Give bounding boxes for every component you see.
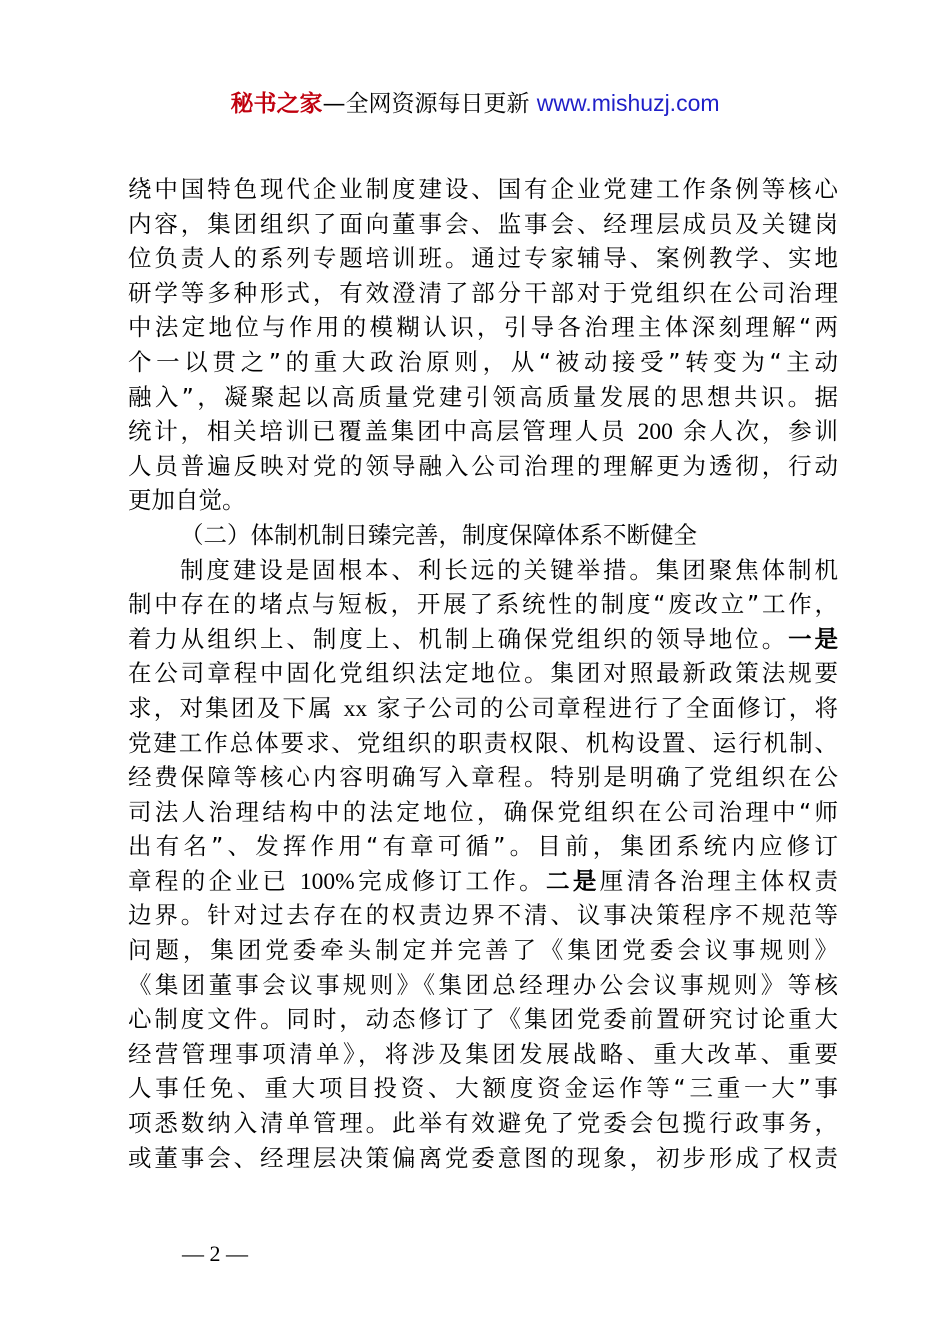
text-line-19: 司法人治理结构中的法定地位，确保党组织在公司治理中“师 <box>128 797 838 826</box>
text-line-17: 党建工作总体要求、党组织的职责权限、机构设置、运行机制、 <box>128 728 838 757</box>
document-body <box>128 172 838 1175</box>
text-line-16 <box>128 691 838 726</box>
text-line-18: 经费保障等核心内容明确写入章程。特别是明确了党组织在公 <box>128 763 838 792</box>
text-line-13: 制中存在的堵点与短板，开展了系统性的制度“废改立”工作， <box>128 590 838 619</box>
text-line-1: 绕中国特色现代企业制度建设、国有企业党建工作条例等核心 <box>128 175 838 203</box>
text-line-7: 融入”，凝聚起以高质量党建引领高质量发展的思想共识。据 <box>128 382 838 411</box>
completion-rate: 100% <box>299 868 355 895</box>
text-line-28: 项悉数纳入清单管理。此举有效避免了党委会包揽行政事务， <box>128 1109 838 1138</box>
text-line-10: 更加自觉。 <box>128 486 246 515</box>
text-line-8-part-b: 余人次，参训 <box>672 417 838 446</box>
section-heading: （二）体制机制日臻完善，制度保障体系不断健全 <box>180 520 697 549</box>
text-line-29: 或董事会、经理层决策偏离党委意图的现象，初步形成了权责 <box>128 1143 838 1172</box>
text-line-25: 心制度文件。同时，动态修订了《集团党委前置研究讨论重大 <box>128 1005 838 1034</box>
text-line-3: 位负责人的系列专题培训班。通过专家辅导、案例教学、实地 <box>128 244 838 273</box>
header-tagline: —全网资源每日更新 <box>322 91 537 117</box>
text-line-21-part-a: 章程的企业已 <box>128 866 300 895</box>
text-line-21 <box>128 864 838 899</box>
subsidiary-count: xx <box>343 695 368 722</box>
text-line-2: 内容，集团组织了面向董事会、监事会、经理层成员及关键岗 <box>128 209 838 238</box>
text-line-9: 人员普遍反映对党的领导融入公司治理的理解更为透彻，行动 <box>128 451 838 480</box>
page-number: — 2 — <box>182 1241 248 1266</box>
point-one-marker: 一是 <box>788 624 839 653</box>
point-two-marker: 二是 <box>546 866 600 895</box>
trainee-count: 200 <box>637 419 673 446</box>
text-line-20: 出有名”、发挥作用“有章可循”。目前，集团系统内应修订 <box>128 832 838 861</box>
site-url-link[interactable]: www.mishuzj.com <box>536 90 720 116</box>
text-line-8-part-a: 统计，相关培训已覆盖集团中高层管理人员 <box>128 417 638 446</box>
text-line-21-part-b: 完成修订工作。 <box>354 866 547 895</box>
brand-name: 秘书之家 <box>230 91 323 117</box>
text-line-14 <box>128 622 838 657</box>
text-line-5: 中法定地位与作用的模糊认识，引导各治理主体深刻理解“两 <box>128 313 838 342</box>
text-line-16-part-b: 家子公司的公司章程进行了全面修订，将 <box>367 693 838 722</box>
text-line-16-part-a: 求，对集团及下属 <box>128 693 344 722</box>
text-line-23: 问题，集团党委牵头制定并完善了《集团党委会议事规则》 <box>128 936 838 965</box>
text-line-8 <box>128 414 838 449</box>
text-line-6: 个一以贯之”的重大政治原则，从“被动接受”转变为“主动 <box>128 347 838 376</box>
text-line-15: 在公司章程中固化党组织法定地位。集团对照最新政策法规要 <box>128 659 838 688</box>
text-line-21-part-c: 厘清各治理主体权责 <box>599 866 838 895</box>
text-line-22: 边界。针对过去存在的权责边界不清、议事决策程序不规范等 <box>128 901 838 930</box>
text-line-26: 经营管理事项清单》，将涉及集团发展战略、重大改革、重要 <box>128 1039 838 1068</box>
text-line-12: 制度建设是固根本、利长远的关键举措。集团聚焦体制机 <box>180 555 838 584</box>
text-line-14-part-a: 着力从组织上、制度上、机制上确保党组织的领导地位。 <box>128 624 789 653</box>
text-line-4: 研学等多种形式，有效澄清了部分干部对于党组织在公司治理 <box>128 278 838 307</box>
site-header <box>0 86 950 121</box>
text-line-24: 《集团董事会议事规则》《集团总经理办公会议事规则》等核 <box>128 970 838 999</box>
text-line-27: 人事任免、重大项目投资、大额度资金运作等“三重一大”事 <box>128 1074 838 1103</box>
